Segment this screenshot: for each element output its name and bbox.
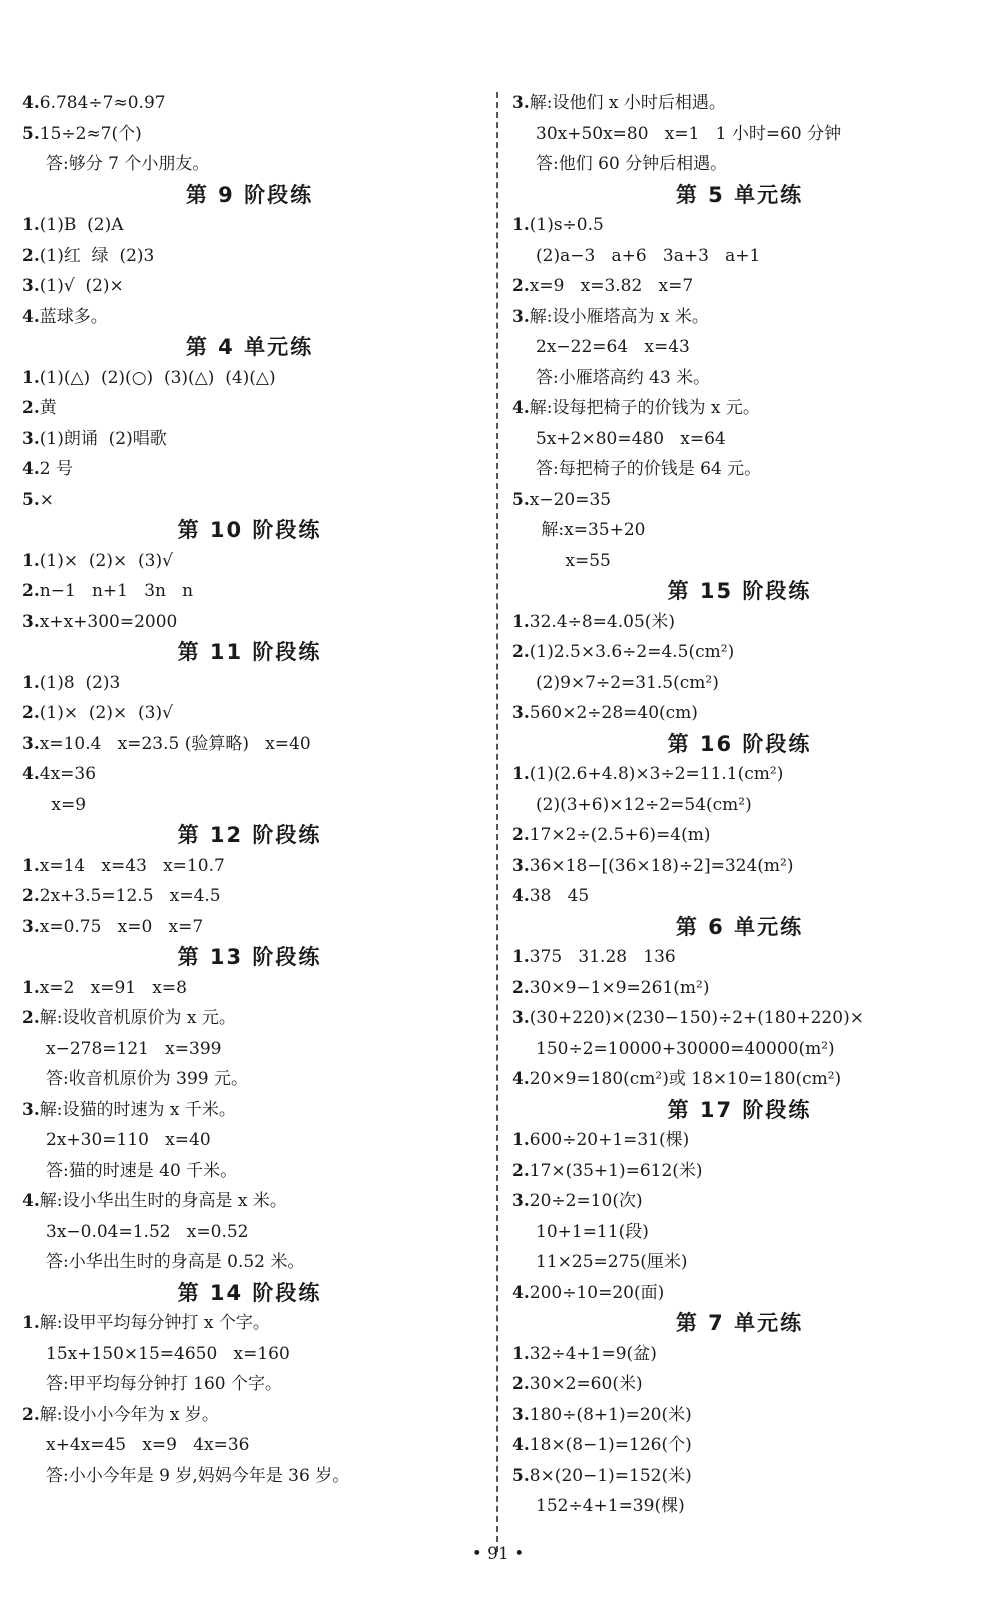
answer-text: x=0.75 x=0 x=7	[39, 916, 204, 937]
answer-text: 600÷20+1=31(棵)	[529, 1130, 690, 1150]
question-number: 2.	[22, 886, 40, 906]
question-number: 4.	[512, 1069, 530, 1089]
answer-line	[22, 119, 477, 150]
answer-text: 180÷(8+1)=20(米)	[529, 1404, 692, 1425]
answer-text: 152÷4+1=39(棵)	[536, 1496, 685, 1516]
question-number: 1.	[22, 672, 40, 693]
answer-line	[22, 881, 477, 912]
question-number: 1.	[512, 947, 530, 967]
question-number: 3.	[512, 1008, 530, 1028]
question-number: 3.	[22, 276, 40, 296]
answer-text: 解:设小小今年为 x 岁。	[39, 1404, 219, 1425]
answer-line	[22, 363, 477, 394]
answer-line	[22, 1308, 477, 1339]
answer-line	[22, 88, 477, 119]
answer-text: 30×9−1×9=261(m²)	[529, 977, 710, 998]
answer-line	[22, 790, 477, 821]
answer-text: 30x+50x=80 x=1 1 小时=60 分钟	[536, 123, 842, 144]
answer-text: x=9	[46, 794, 87, 815]
answer-text: 20÷2=10(次)	[529, 1191, 643, 1211]
answer-line	[512, 698, 967, 729]
question-number: 4.	[22, 459, 40, 479]
question-number: 5.	[512, 489, 530, 510]
page-number: • 91 •	[471, 1544, 525, 1564]
answer-line	[22, 454, 477, 485]
answer-text: 15÷2≈7(个)	[39, 123, 142, 144]
section-heading: 第 7 单元练	[675, 1311, 804, 1335]
answer-line	[512, 1064, 967, 1095]
answer-line	[22, 149, 477, 180]
question-number: 5.	[22, 489, 40, 510]
answer-text: 32.4÷8=4.05(米)	[529, 611, 676, 632]
answer-line	[512, 119, 967, 150]
answer-text: 6.784÷7≈0.97	[39, 93, 166, 113]
answer-text: (1)√ (2)×	[39, 276, 124, 296]
answer-line	[512, 363, 967, 394]
answer-line	[512, 973, 967, 1004]
question-number: 3.	[512, 1404, 530, 1425]
answer-line	[22, 393, 477, 424]
answer-line	[512, 515, 967, 546]
question-number: 4.	[512, 1435, 530, 1455]
answer-line	[512, 851, 967, 882]
question-number: 3.	[22, 916, 40, 937]
answer-text: x=55	[560, 550, 611, 571]
section-heading: 第 16 阶段练	[667, 731, 812, 756]
question-number: 2.	[22, 398, 40, 418]
question-number: 3.	[512, 93, 530, 113]
question-number: 3.	[512, 1191, 530, 1211]
section-heading: 第 15 阶段练	[667, 579, 812, 603]
section-heading: 第 17 阶段练	[667, 1097, 812, 1122]
answer-line	[22, 576, 477, 607]
question-number: 3.	[512, 306, 530, 327]
answer-line	[512, 454, 967, 485]
answer-text: ×	[39, 489, 54, 510]
answer-text: 32÷4+1=9(盆)	[529, 1343, 657, 1364]
answer-column-left	[22, 88, 477, 1491]
answer-text: 560×2÷28=40(cm)	[529, 703, 698, 723]
question-number: 2.	[512, 825, 530, 845]
answer-text: 3x−0.04=1.52 x=0.52	[46, 1221, 249, 1242]
answer-line	[512, 1400, 967, 1431]
answer-text: 解:x=35+20	[536, 520, 646, 540]
question-number: 3.	[22, 611, 40, 632]
answer-text: x−278=121 x=399	[46, 1038, 222, 1059]
answer-text: (1)s÷0.5	[529, 215, 604, 235]
answer-line	[512, 1247, 967, 1278]
answer-line	[512, 668, 967, 699]
answer-text: 答:每把椅子的价钱是 64 元。	[536, 459, 762, 479]
question-number: 2.	[22, 1008, 40, 1028]
answer-line	[22, 729, 477, 760]
answer-line	[512, 424, 967, 455]
answer-text: x=10.4 x=23.5 (验算略) x=40	[39, 733, 311, 754]
answer-line	[512, 1034, 967, 1065]
answer-text: 2x+3.5=12.5 x=4.5	[39, 886, 221, 906]
answer-text: 150÷2=10000+30000=40000(m²)	[536, 1038, 835, 1059]
answer-text: 2 号	[39, 459, 73, 479]
answer-text: 4x=36	[39, 764, 97, 784]
answer-line	[22, 973, 477, 1004]
answer-line	[22, 607, 477, 638]
answer-text: 答:小华出生时的身高是 0.52 米。	[46, 1252, 305, 1272]
answer-text: 2x−22=64 x=43	[536, 337, 690, 357]
answer-line	[22, 668, 477, 699]
answer-line	[512, 1491, 967, 1522]
answer-text: 解:设甲平均每分钟打 x 个字。	[39, 1313, 270, 1333]
answer-line	[22, 1125, 477, 1156]
question-number: 2.	[22, 1404, 40, 1425]
answer-text: x=2 x=91 x=8	[39, 977, 187, 998]
answer-line	[22, 1186, 477, 1217]
answer-text: 黄	[39, 398, 57, 418]
answer-line	[22, 271, 477, 302]
answer-text: (1)红 绿 (2)3	[39, 245, 155, 266]
answer-text: 答:甲平均每分钟打 160 个字。	[46, 1374, 282, 1394]
question-number: 2.	[512, 1160, 530, 1181]
question-number: 5.	[22, 123, 40, 144]
question-number: 3.	[512, 855, 530, 876]
answer-text: (2)a−3 a+6 3a+3 a+1	[536, 245, 761, 266]
answer-line	[512, 393, 967, 424]
answer-line	[512, 88, 967, 119]
answer-line	[22, 851, 477, 882]
section-heading: 第 13 阶段练	[177, 945, 322, 969]
answer-text: (1)B (2)A	[39, 215, 124, 235]
question-number: 4.	[22, 306, 40, 327]
answer-line	[22, 1430, 477, 1461]
answer-text: (2)(3+6)×12÷2=54(cm²)	[536, 794, 752, 815]
question-number: 1.	[22, 977, 40, 998]
answer-line	[512, 607, 967, 638]
section-heading: 第 6 单元练	[675, 914, 804, 939]
answer-text: 10+1=11(段)	[536, 1221, 649, 1242]
answer-line	[512, 485, 967, 516]
answer-line	[512, 881, 967, 912]
answer-line	[512, 1156, 967, 1187]
answer-line	[22, 210, 477, 241]
answer-text: x=9 x=3.82 x=7	[529, 276, 694, 296]
answer-line	[512, 1186, 967, 1217]
question-number: 4.	[22, 1191, 40, 1211]
question-number: 2.	[512, 642, 530, 662]
answer-text: (30+220)×(230−150)÷2+(180+220)×	[529, 1008, 864, 1028]
question-number: 2.	[22, 581, 40, 601]
answer-line	[512, 546, 967, 577]
answer-text: 8×(20−1)=152(米)	[529, 1465, 692, 1486]
column-divider	[496, 92, 498, 1552]
section-heading: 第 12 阶段练	[177, 823, 322, 847]
section-heading: 第 14 阶段练	[177, 1280, 322, 1305]
answer-text: (2)9×7÷2=31.5(cm²)	[536, 672, 719, 693]
question-number: 3.	[22, 428, 40, 449]
question-number: 2.	[22, 703, 40, 723]
answer-line	[22, 302, 477, 333]
answer-line	[22, 1247, 477, 1278]
question-number: 1.	[22, 215, 40, 235]
answer-line	[512, 149, 967, 180]
answer-line	[512, 1003, 967, 1034]
answer-text: x+4x=45 x=9 4x=36	[46, 1435, 250, 1455]
answer-text: 38 45	[529, 886, 590, 906]
answer-line	[22, 1217, 477, 1248]
question-number: 4.	[512, 1282, 530, 1303]
answer-line	[22, 912, 477, 943]
answer-line	[512, 271, 967, 302]
answer-text: x−20=35	[529, 489, 612, 510]
question-number: 1.	[512, 215, 530, 235]
answer-line	[512, 1339, 967, 1370]
answer-column-right	[512, 88, 967, 1522]
answer-text: 答:小雁塔高约 43 米。	[536, 367, 711, 388]
question-number: 1.	[512, 764, 530, 784]
answer-line	[22, 485, 477, 516]
question-number: 4.	[22, 764, 40, 784]
answer-text: (1)(△) (2)(○) (3)(△) (4)(△)	[39, 367, 276, 388]
answer-text: 答:猫的时速是 40 千米。	[46, 1160, 238, 1181]
answer-line	[512, 1461, 967, 1492]
answer-text: 答:收音机原价为 399 元。	[46, 1069, 248, 1089]
section-heading: 第 5 单元练	[675, 182, 804, 207]
answer-line	[512, 637, 967, 668]
answer-line	[22, 1034, 477, 1065]
answer-line	[22, 759, 477, 790]
question-number: 2.	[512, 977, 530, 998]
question-number: 1.	[512, 1343, 530, 1364]
answer-text: 30×2=60(米)	[529, 1374, 643, 1394]
answer-text: 20×9=180(cm²)或 18×10=180(cm²)	[529, 1069, 842, 1089]
question-number: 3.	[512, 703, 530, 723]
answer-line	[22, 1339, 477, 1370]
question-number: 4.	[512, 886, 530, 906]
answer-line	[22, 1064, 477, 1095]
answer-line	[512, 1217, 967, 1248]
answer-line	[512, 1125, 967, 1156]
answer-line	[22, 546, 477, 577]
answer-text: 15x+150×15=4650 x=160	[46, 1343, 290, 1364]
question-number: 5.	[512, 1465, 530, 1486]
answer-text: 答:小小今年是 9 岁,妈妈今年是 36 岁。	[46, 1465, 350, 1486]
answer-text: 解:设他们 x 小时后相遇。	[529, 93, 726, 113]
answer-line	[512, 302, 967, 333]
answer-line	[512, 790, 967, 821]
answer-line	[512, 942, 967, 973]
answer-text: 17×(35+1)=612(米)	[529, 1160, 703, 1181]
answer-text: 解:设每把椅子的价钱为 x 元。	[529, 398, 760, 418]
question-number: 1.	[22, 1313, 40, 1333]
answer-text: n−1 n+1 3n n	[39, 581, 194, 601]
question-number: 4.	[22, 93, 40, 113]
answer-text: 11×25=275(厘米)	[536, 1252, 688, 1272]
section-heading: 第 10 阶段练	[177, 518, 322, 542]
question-number: 4.	[512, 398, 530, 418]
section-heading: 第 9 阶段练	[185, 182, 314, 207]
answer-text: 解:设小华出生时的身高是 x 米。	[39, 1191, 287, 1211]
answer-text: 蓝球多。	[39, 306, 108, 327]
answer-text: 375 31.28 136	[529, 947, 676, 967]
answer-text: 18×(8−1)=126(个)	[529, 1435, 692, 1455]
answer-text: (1)× (2)× (3)√	[39, 703, 173, 723]
answer-line	[512, 1430, 967, 1461]
answer-text: (1)8 (2)3	[39, 672, 121, 693]
question-number: 2.	[512, 1374, 530, 1394]
answer-text: 2x+30=110 x=40	[46, 1130, 211, 1150]
answer-line	[22, 1400, 477, 1431]
question-number: 1.	[22, 367, 40, 388]
answer-text: (1)朗诵 (2)唱歌	[39, 428, 167, 449]
answer-line	[22, 698, 477, 729]
answer-line	[22, 1003, 477, 1034]
answer-text: 解:设小雁塔高为 x 米。	[529, 306, 709, 327]
question-number: 3.	[22, 733, 40, 754]
answer-text: x=14 x=43 x=10.7	[39, 855, 225, 876]
answer-text: 答:他们 60 分钟后相遇。	[536, 154, 728, 174]
answer-line	[22, 1461, 477, 1492]
answer-line	[512, 820, 967, 851]
answer-text: x+x+300=2000	[39, 611, 178, 632]
answer-line	[22, 424, 477, 455]
question-number: 3.	[22, 1099, 40, 1120]
answer-text: 36×18−[(36×18)÷2]=324(m²)	[529, 855, 794, 876]
answer-text: 答:够分 7 个小朋友。	[46, 154, 210, 174]
answer-line	[22, 1095, 477, 1126]
answer-line	[512, 332, 967, 363]
answer-line	[22, 1369, 477, 1400]
question-number: 2.	[22, 245, 40, 266]
answer-text: (1)(2.6+4.8)×3÷2=11.1(cm²)	[529, 764, 784, 784]
answer-text: (1)2.5×3.6÷2=4.5(cm²)	[529, 642, 735, 662]
question-number: 1.	[512, 611, 530, 632]
answer-text: 5x+2×80=480 x=64	[536, 428, 726, 449]
answer-text: 17×2÷(2.5+6)=4(m)	[529, 825, 711, 845]
answer-text: 解:设猫的时速为 x 千米。	[39, 1099, 236, 1120]
question-number: 1.	[22, 855, 40, 876]
answer-line	[512, 210, 967, 241]
answer-line	[22, 241, 477, 272]
section-heading: 第 4 单元练	[185, 335, 314, 359]
answer-line	[512, 1278, 967, 1309]
question-number: 2.	[512, 276, 530, 296]
answer-line	[512, 241, 967, 272]
answer-text: 200÷10=20(面)	[529, 1282, 665, 1303]
answer-line	[512, 1369, 967, 1400]
question-number: 1.	[22, 550, 40, 571]
question-number: 1.	[512, 1130, 530, 1150]
answer-line	[512, 759, 967, 790]
answer-line	[22, 1156, 477, 1187]
answer-text: (1)× (2)× (3)√	[39, 550, 173, 571]
section-heading: 第 11 阶段练	[177, 640, 322, 664]
answer-text: 解:设收音机原价为 x 元。	[39, 1008, 236, 1028]
